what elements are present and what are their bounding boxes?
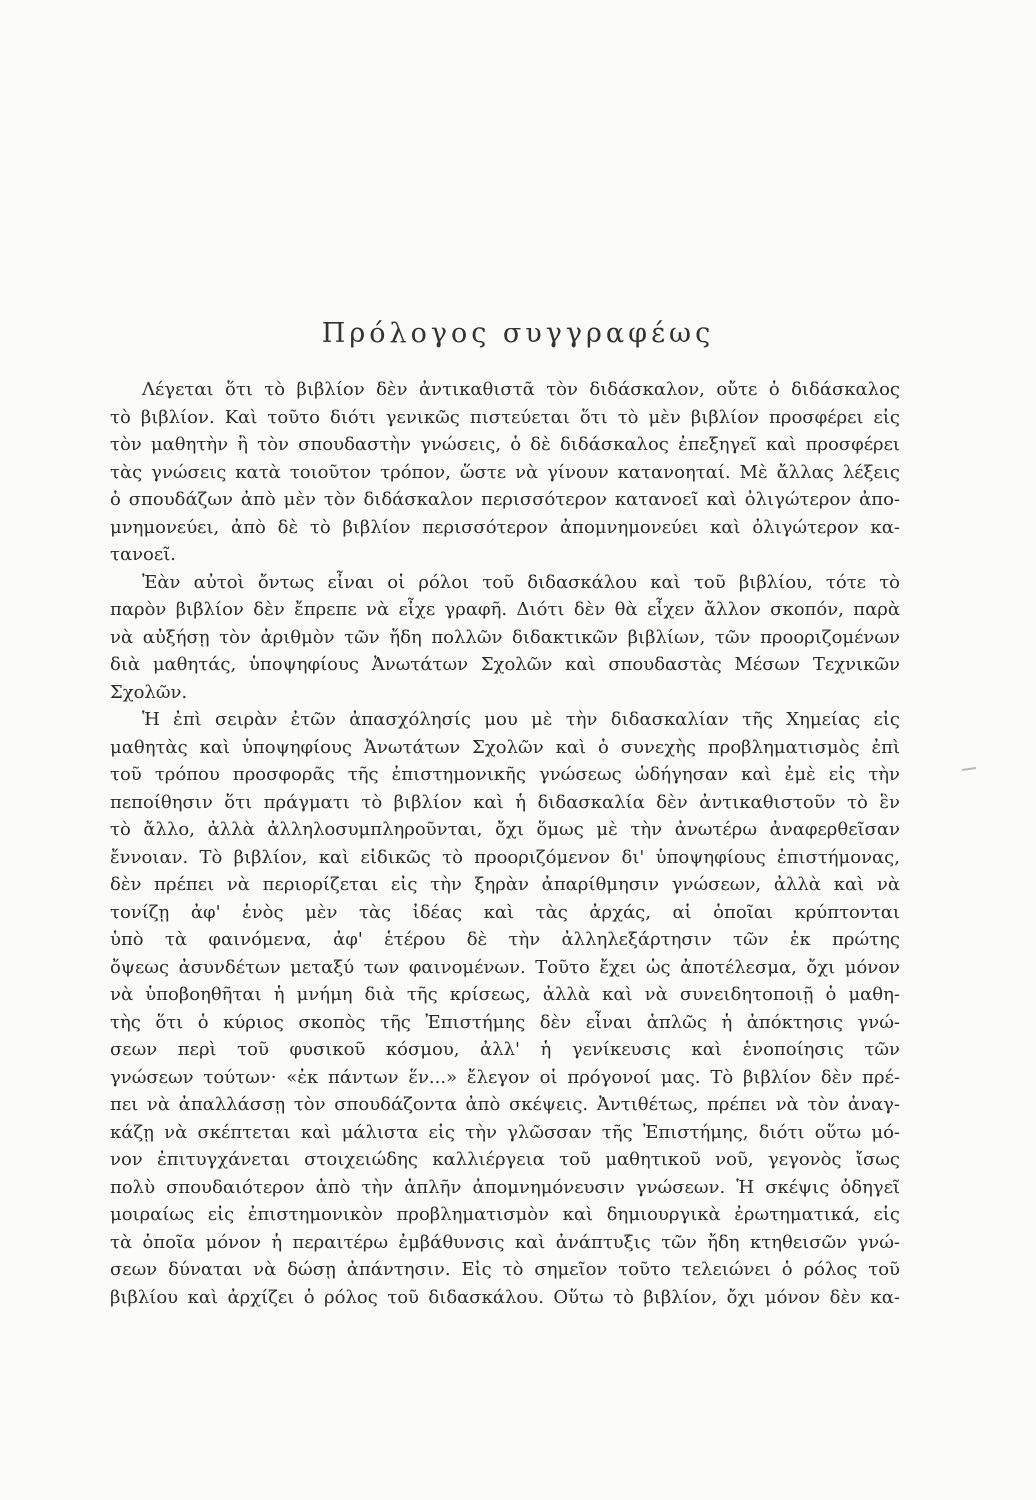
text-line: τὰς γνώσεις κατὰ τοιοῦτον τρόπον, ὥστε νὰ γίνουν κατανοηταί. Μὲ ἄλλας λέξεις xyxy=(110,461,900,483)
text-line: ὑπὸ τὰ φαινόμενα, ἀφ' ἑτέρου δὲ τὴν ἀλληλεξάρτησιν τῶν ἐκ πρώτης xyxy=(110,929,900,950)
text-line: Ἡ ἐπὶ σειρὰν ἐτῶν ἀπασχόλησίς μου μὲ τὴν διδασκαλίαν τῆς Χημείας εἰς xyxy=(142,709,900,730)
text-line: Σχολῶν. xyxy=(110,681,188,703)
text-line: σεων δύναται νὰ δώσῃ ἀπάντησιν. Εἰς τὸ σημεῖον τοῦτο τελειώνει ὁ ρόλος τοῦ xyxy=(110,1259,900,1280)
text-line: πολὺ σπουδαιότερον ἀπὸ τὴν ἁπλῆν ἀπομνημόνευσιν γνώσεων. Ἡ σκέψις ὁδηγεῖ xyxy=(110,1176,900,1198)
text-line: παρὸν βιβλίον δὲν ἔπρεπε νὰ εἶχε γραφῆ. Διότι δὲν θὰ εἶχεν ἄλλον σκοπόν, παρὰ xyxy=(110,599,900,620)
body-text xyxy=(110,376,900,1311)
text-line: δὲν πρέπει νὰ περιορίζεται εἰς τὴν ξηρὰν ἀπαρίθμησιν γνώσεων, ἀλλὰ καὶ νὰ xyxy=(110,874,900,895)
text-line: τονίζῃ ἀφ' ἑνὸς μὲν τὰς ἰδέας καὶ τὰς ἀρχάς, αἱ ὁποῖαι κρύπτονται xyxy=(110,901,900,923)
margin-mark xyxy=(962,767,976,771)
text-line: τανοεῖ. xyxy=(110,544,176,565)
text-line: σεων περὶ τοῦ φυσικοῦ κόσμου, ἀλλ' ἡ γενίκευσις καὶ ἑνοποίησις τῶν xyxy=(110,1039,900,1060)
text-line: μοιραίως εἰς ἐπιστημονικὸν προβληματισμὸν καὶ δημιουργικὰ ἐρωτηματικά, εἰς xyxy=(110,1204,900,1225)
text-line: ἔννοιαν. Τὸ βιβλίον, καὶ εἰδικῶς τὸ προοριζόμενον δι' ὑποψηφίους ἐπιστήμονας, xyxy=(110,846,900,868)
text-line: Ἐὰν αὐτοὶ ὄντως εἶναι οἱ ρόλοι τοῦ διδασκάλου καὶ τοῦ βιβλίου, τότε τὸ xyxy=(142,571,900,593)
text-line: Λέγεται ὅτι τὸ βιβλίον δὲν ἀντικαθιστᾶ τὸν διδάσκαλον, οὔτε ὁ διδάσκαλος xyxy=(142,379,900,400)
text-line: νον ἐπιτυγχάνεται στοιχειώδης καλλιέργεια τοῦ μαθητικοῦ νοῦ, γεγονὸς ἴσως xyxy=(110,1149,900,1170)
text-line: τὸ ἄλλο, ἀλλὰ ἀλληλοσυμπληροῦνται, ὄχι ὅμως μὲ τὴν ἀνωτέρω ἀναφερθεῖσαν xyxy=(110,819,900,840)
text-line: μνημονεύει, ἀπὸ δὲ τὸ βιβλίον περισσότερον ἀπομνημονεύει καὶ ὀλιγώτερον κα- xyxy=(110,516,900,538)
text-line: τὸ βιβλίον. Καὶ τοῦτο διότι γενικῶς πιστεύεται ὅτι τὸ μὲν βιβλίον προσφέρει εἰς xyxy=(110,406,900,428)
text-line: γνώσεων τούτων· «ἐκ πάντων ἕν...» ἔλεγον οἱ πρόγονοί μας. Τὸ βιβλίον δὲν πρέ- xyxy=(110,1066,900,1088)
text-line: τὰ ὁποῖα μόνον ἡ περαιτέρω ἐμβάθυνσις καὶ ἀνάπτυξις τῶν ἤδη κτηθεισῶν γνώ- xyxy=(110,1231,900,1253)
text-line: νὰ ὑποβοηθῆται ἡ μνήμη διὰ τῆς κρίσεως, ἀλλὰ καὶ νὰ συνειδητοποιῇ ὁ μαθη- xyxy=(110,984,900,1005)
text-line: τοῦ τρόπου προσφορᾶς τῆς ἐπιστημονικῆς γνώσεως ὡδήγησαν καὶ ἐμὲ εἰς τὴν xyxy=(110,764,900,785)
page-title: Πρόλογος συγγραφέως xyxy=(321,318,715,349)
text-line: πει νὰ ἀπαλλάσσῃ τὸν σπουδάζοντα ἀπὸ σκέψεις. Ἀντιθέτως, πρέπει νὰ τὸν ἀναγ- xyxy=(110,1094,900,1115)
text-line: διὰ μαθητάς, ὑποψηφίους Ἀνωτάτων Σχολῶν καὶ σπουδαστὰς Μέσων Τεχνικῶν xyxy=(110,654,900,675)
text-line: τὸν μαθητὴν ἢ τὸν σπουδαστὴν γνώσεις, ὁ δὲ διδάσκαλος ἐπεξηγεῖ καὶ προσφέρει xyxy=(110,434,900,455)
text-line: ὁ σπουδάζων ἀπὸ μὲν τὸν διδάσκαλον περισσότερον κατανοεῖ καὶ ὀλιγώτερον ἀπο- xyxy=(110,489,900,510)
text-line: μαθητὰς καὶ ὑποψηφίους Ἀνωτάτων Σχολῶν καὶ ὁ συνεχὴς προβληματισμὸς ἐπὶ xyxy=(110,736,900,758)
text-line: κάζῃ νὰ σκέπτεται καὶ μάλιστα εἰς τὴν γλῶσσαν τῆς Ἐπιστήμης, διότι οὕτω μό- xyxy=(110,1121,900,1143)
text-line: πεποίθησιν ὅτι πράγματι τὸ βιβλίον καὶ ἡ διδασκαλία δὲν ἀντικαθιστοῦν τὸ ἓν xyxy=(110,791,900,813)
text-line: ὄψεως ἀσυνδέτων μεταξύ των φαινομένων. Τοῦτο ἔχει ὡς ἀποτέλεσμα, ὄχι μόνον xyxy=(110,956,900,978)
text-line: βιβλίου καὶ ἀρχίζει ὁ ρόλος τοῦ διδασκάλου. Οὕτω τὸ βιβλίον, ὄχι μόνον δὲν κα- xyxy=(110,1286,900,1308)
text-line: νὰ αὐξήσῃ τὸν ἀριθμὸν τῶν ἤδη πολλῶν διδακτικῶν βιβλίων, τῶν προοριζομένων xyxy=(110,626,900,648)
text-line: τὴς ὅτι ὁ κύριος σκοπὸς τῆς Ἐπιστήμης δὲν εἶναι ἁπλῶς ἡ ἀπόκτησις γνώ- xyxy=(110,1011,900,1033)
